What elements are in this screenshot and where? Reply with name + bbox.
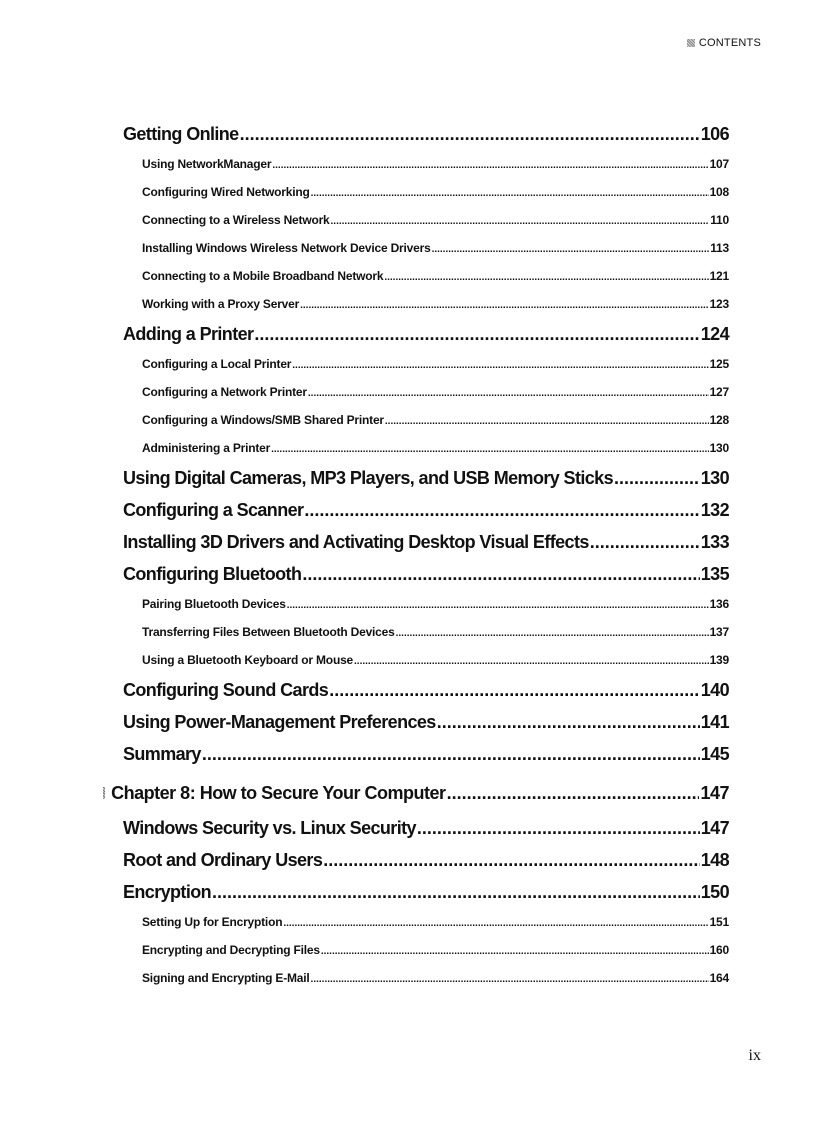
toc-entry-title: Connecting to a Mobile Broadband Network bbox=[142, 269, 384, 283]
toc-entry[interactable] bbox=[123, 118, 729, 150]
dot-leader bbox=[292, 350, 708, 380]
toc-entry-page: 160 bbox=[709, 943, 729, 957]
dot-leader bbox=[212, 876, 700, 908]
toc-entry[interactable] bbox=[123, 876, 729, 908]
toc-entry-page: 151 bbox=[709, 915, 729, 929]
toc-entry[interactable] bbox=[123, 378, 729, 406]
toc-entry[interactable] bbox=[123, 526, 729, 558]
toc-entry[interactable] bbox=[123, 494, 729, 526]
toc-entry-title: Setting Up for Encryption bbox=[142, 915, 283, 929]
toc-entry-page: 147 bbox=[700, 818, 729, 838]
toc-entry[interactable] bbox=[103, 774, 729, 812]
toc-entry[interactable] bbox=[123, 936, 729, 964]
dot-leader bbox=[417, 812, 700, 844]
dot-leader bbox=[329, 674, 700, 706]
dot-leader bbox=[240, 118, 700, 150]
toc-entry-title: Getting Online bbox=[123, 124, 239, 144]
toc-entry[interactable] bbox=[123, 674, 729, 706]
dot-leader bbox=[272, 150, 708, 180]
toc-entry-page: 135 bbox=[700, 564, 729, 584]
toc-entry-page: 123 bbox=[709, 297, 729, 311]
toc-entry-title: Configuring Sound Cards bbox=[123, 680, 329, 700]
toc-entry-page: 136 bbox=[709, 597, 729, 611]
toc-entry[interactable] bbox=[123, 178, 729, 206]
dot-leader bbox=[331, 206, 710, 236]
toc-entry[interactable] bbox=[123, 434, 729, 462]
toc-entry[interactable] bbox=[123, 318, 729, 350]
toc-entry[interactable] bbox=[123, 844, 729, 876]
toc-entry-title: Pairing Bluetooth Devices bbox=[142, 597, 286, 611]
toc-entry-title: Configuring a Local Printer bbox=[142, 357, 292, 371]
toc-entry[interactable] bbox=[123, 738, 729, 770]
toc-entry-page: 108 bbox=[709, 185, 729, 199]
toc-entry-title: Configuring a Network Printer bbox=[142, 385, 307, 399]
toc-entry-title: Adding a Printer bbox=[123, 324, 254, 344]
dot-leader bbox=[302, 558, 699, 590]
dot-leader bbox=[614, 462, 700, 494]
toc-entry[interactable] bbox=[123, 262, 729, 290]
toc-entry-title: Connecting to a Wireless Network bbox=[142, 213, 330, 227]
running-header-text: CONTENTS bbox=[698, 37, 761, 49]
toc-entry-title: Encrypting and Decrypting Files bbox=[142, 943, 320, 957]
toc-entry[interactable] bbox=[123, 234, 729, 262]
toc-entry-page: 164 bbox=[709, 971, 729, 985]
toc-entry-title: Root and Ordinary Users bbox=[123, 850, 323, 870]
toc-entry-page: 128 bbox=[709, 413, 729, 427]
dot-leader bbox=[437, 706, 700, 738]
dot-leader bbox=[202, 738, 700, 770]
toc-entry-title: Configuring a Scanner bbox=[123, 500, 304, 520]
toc-entry-title: Transferring Files Between Bluetooth Devices bbox=[142, 625, 395, 639]
toc-entry-page: 147 bbox=[700, 783, 729, 803]
toc-entry-page: 137 bbox=[709, 625, 729, 639]
dot-leader bbox=[283, 908, 708, 938]
toc-entry-title: Configuring Wired Networking bbox=[142, 185, 310, 199]
toc-entry-title: Summary bbox=[123, 744, 201, 764]
dot-leader bbox=[321, 936, 709, 966]
toc-entry-title: Windows Security vs. Linux Security bbox=[123, 818, 416, 838]
dot-leader bbox=[384, 262, 708, 292]
toc-entry[interactable] bbox=[123, 618, 729, 646]
toc-entry-page: 124 bbox=[700, 324, 729, 344]
dot-leader bbox=[271, 434, 708, 464]
toc-entry-page: 133 bbox=[700, 532, 729, 552]
toc-entry-title: Using Power-Management Preferences bbox=[123, 712, 436, 732]
dot-leader bbox=[311, 178, 709, 208]
toc-entry[interactable] bbox=[123, 406, 729, 434]
toc-entry[interactable] bbox=[123, 558, 729, 590]
toc-entry-title: Installing Windows Wireless Network Device Drivers bbox=[142, 241, 431, 255]
dot-leader bbox=[311, 964, 709, 994]
toc-entry-title: Configuring a Windows/SMB Shared Printer bbox=[142, 413, 384, 427]
toc-entry-page: 139 bbox=[709, 653, 729, 667]
toc-entry-title: Using NetworkManager bbox=[142, 157, 272, 171]
page-number: ix bbox=[748, 1047, 761, 1064]
table-of-contents bbox=[111, 118, 729, 992]
toc-entry[interactable] bbox=[123, 964, 729, 992]
dot-leader bbox=[447, 774, 700, 812]
toc-entry[interactable] bbox=[123, 812, 729, 844]
dot-leader bbox=[304, 494, 699, 526]
dot-leader bbox=[308, 378, 709, 408]
dot-leader bbox=[432, 234, 710, 264]
dot-leader bbox=[385, 406, 709, 436]
toc-entry-page: 127 bbox=[709, 385, 729, 399]
toc-entry-title: Installing 3D Drivers and Activating Desktop Visual Effects bbox=[123, 532, 589, 552]
toc-entry-title: Using Digital Cameras, MP3 Players, and USB Memory Sticks bbox=[123, 468, 613, 488]
toc-entry-page: 121 bbox=[709, 269, 729, 283]
toc-entry-page: 106 bbox=[700, 124, 729, 144]
toc-entry[interactable] bbox=[123, 908, 729, 936]
toc-entry-page: 125 bbox=[709, 357, 729, 371]
toc-entry[interactable] bbox=[123, 706, 729, 738]
toc-entry-page: 130 bbox=[709, 441, 729, 455]
dot-leader bbox=[354, 646, 709, 676]
section-marker-icon bbox=[687, 39, 695, 47]
dot-leader bbox=[300, 290, 708, 320]
toc-entry-page: 130 bbox=[700, 468, 729, 488]
toc-entry-page: 107 bbox=[709, 157, 729, 171]
toc-entry[interactable] bbox=[123, 350, 729, 378]
toc-entry-page: 148 bbox=[700, 850, 729, 870]
toc-entry-title: Configuring Bluetooth bbox=[123, 564, 302, 584]
dot-leader bbox=[396, 618, 709, 648]
toc-entry[interactable] bbox=[123, 150, 729, 178]
toc-entry[interactable] bbox=[123, 646, 729, 674]
toc-entry-title: Using a Bluetooth Keyboard or Mouse bbox=[142, 653, 354, 667]
toc-entry-page: 110 bbox=[710, 213, 729, 227]
toc-entry[interactable] bbox=[123, 462, 729, 494]
running-header bbox=[687, 37, 761, 49]
toc-entry[interactable] bbox=[123, 290, 729, 318]
toc-entry-page: 150 bbox=[700, 882, 729, 902]
dot-leader bbox=[254, 318, 699, 350]
toc-entry-page: 141 bbox=[700, 712, 729, 732]
dot-leader bbox=[323, 844, 700, 876]
toc-entry-title: Working with a Proxy Server bbox=[142, 297, 300, 311]
toc-entry-page: 132 bbox=[700, 500, 729, 520]
toc-entry-title: Chapter 8: How to Secure Your Computer bbox=[111, 783, 446, 803]
dot-leader bbox=[287, 590, 709, 620]
toc-entry[interactable] bbox=[123, 590, 729, 618]
dot-leader bbox=[590, 526, 700, 558]
toc-entry-title: Administering a Printer bbox=[142, 441, 271, 455]
toc-entry-page: 113 bbox=[710, 241, 729, 255]
toc-entry-title: Encryption bbox=[123, 882, 212, 902]
toc-entry-title: Signing and Encrypting E-Mail bbox=[142, 971, 310, 985]
toc-entry-page: 145 bbox=[700, 744, 729, 764]
toc-entry-page: 140 bbox=[700, 680, 729, 700]
toc-entry[interactable] bbox=[123, 206, 729, 234]
chapter-marker-icon bbox=[103, 787, 105, 799]
